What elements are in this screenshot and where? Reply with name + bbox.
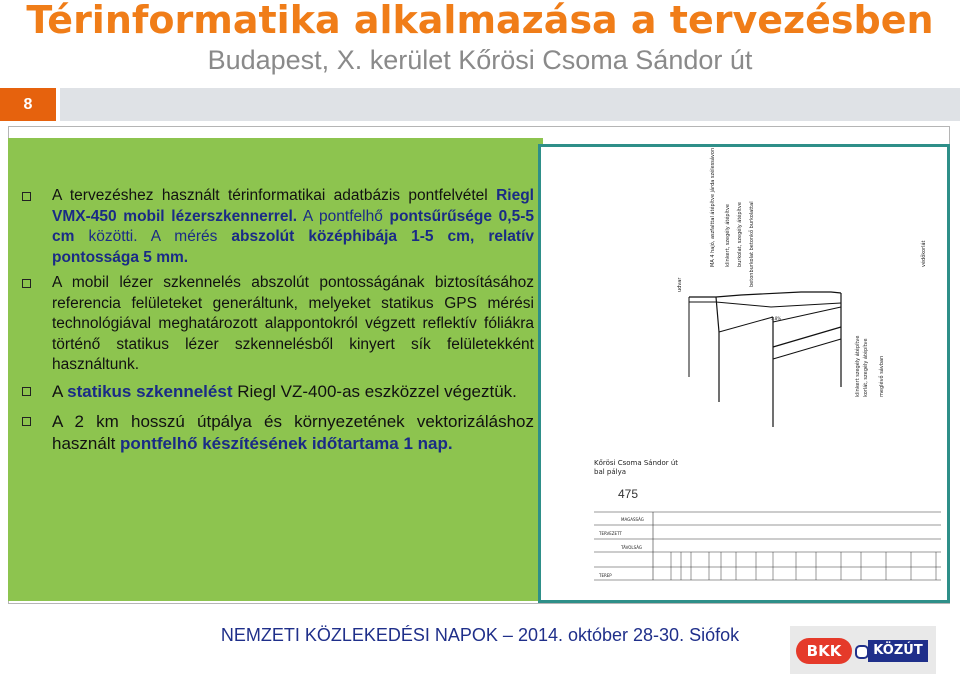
table-row-label: TÁVOLSÁG: [621, 545, 643, 550]
vertical-label: korlát, szegély átépítve: [863, 338, 869, 397]
slide-title: Térinformatika alkalmazása a tervezésben: [26, 0, 934, 42]
bullet-square-icon: [22, 387, 31, 396]
bullet-text-segment: A: [52, 381, 68, 401]
bullet-item: [22, 186, 534, 268]
bullet-text-segment: abszolút középhibája 1-5 cm, relatív pontossága 5 mm.: [52, 228, 534, 266]
profile-base-4: [773, 339, 841, 359]
road-profile-lower: [689, 302, 841, 307]
bullet-text-segment: A pontfelhő: [297, 207, 390, 225]
vertical-label: MA 4 hajó, aszfalttal átépítve járda szélessávon: [710, 147, 716, 267]
logo-dot-icon: [855, 645, 869, 659]
table-row-label: MAGASSÁG: [621, 517, 644, 522]
profile-base-3: [773, 327, 841, 347]
logo-kozut: KÖZÚT: [868, 640, 928, 662]
bullet-square-icon: [22, 417, 31, 426]
profile-base-2: [773, 307, 841, 322]
slope-label: 3.8%: [771, 316, 782, 321]
bullet-text-segment: statikus szkennelést: [67, 381, 233, 401]
vertical-label: udvar: [677, 277, 683, 292]
slide-number: 8: [0, 88, 56, 121]
vertical-label: betonburkolat betonkő burkolattal: [749, 201, 755, 287]
vertical-label: klinkert szegély átépítve: [855, 335, 861, 397]
bullet-text-segment: Riegl VZ-400-as eszközzel végeztük.: [232, 381, 517, 401]
bullet-text-segment: közötti. A mérés: [74, 228, 232, 245]
table-row-label: TERVEZETT: [599, 531, 622, 536]
road-profile: [689, 292, 841, 297]
slide-subtitle: Budapest, X. kerület Kőrösi Csoma Sándor út: [207, 45, 753, 75]
bullet-square-icon: [22, 279, 31, 288]
table-row-label: TEREP: [599, 573, 612, 578]
vertical-label: meglévő sávban: [879, 355, 885, 397]
bullet-list: [22, 186, 534, 463]
station-number: 475: [618, 487, 639, 501]
vertical-label: burkolat, szegély átépítve: [737, 202, 743, 267]
logo-bkk: BKK: [796, 638, 852, 664]
table-ticks: [671, 552, 936, 580]
bullet-item: [22, 411, 534, 455]
bullet-text-segment: pontfelhő készítésének időtartama 1 nap.: [120, 433, 453, 453]
profile-base: [719, 317, 773, 332]
bullet-text-segment: Riegl VMX-450 mobil lézerszkennerrel.: [52, 187, 534, 225]
bullet-text-segment: A mobil lézer szkennelés abszolút pontosságának biztosításához referencia felületeket generáltunk, melyeket statikus GPS mérési technológiával meghatározott alappontokról végzett reflektív fóliákra történő statikus lézer szkennelésből kinyert sík felületekként használtunk.: [52, 274, 534, 373]
bullet-square-icon: [22, 192, 31, 201]
bullet-item: [22, 381, 534, 403]
cross-section-subtitle: bal pálya: [594, 468, 627, 476]
bullet-item: [22, 273, 534, 376]
cross-section-drawing: [541, 147, 947, 600]
vertical-label: klinkert, szegély átépítve: [725, 204, 731, 267]
footer-text: NEMZETI KÖZLEKEDÉSI NAPOK – 2014. október 28-30. Siófok: [220, 625, 740, 645]
vertical-label: védőkorlát: [921, 240, 927, 267]
bullet-text-segment: A tervezéshez használt térinformatikai adatbázis pontfelvétel: [52, 187, 497, 204]
bullet-text-segment: A 2 km hosszú útpálya és környezetének vektorizáláshoz használt: [52, 411, 534, 453]
bullet-text-segment: pontsűrűsége 0,5-5 cm: [52, 207, 534, 245]
cross-section-title: Kőrösi Csoma Sándor út: [594, 459, 679, 467]
